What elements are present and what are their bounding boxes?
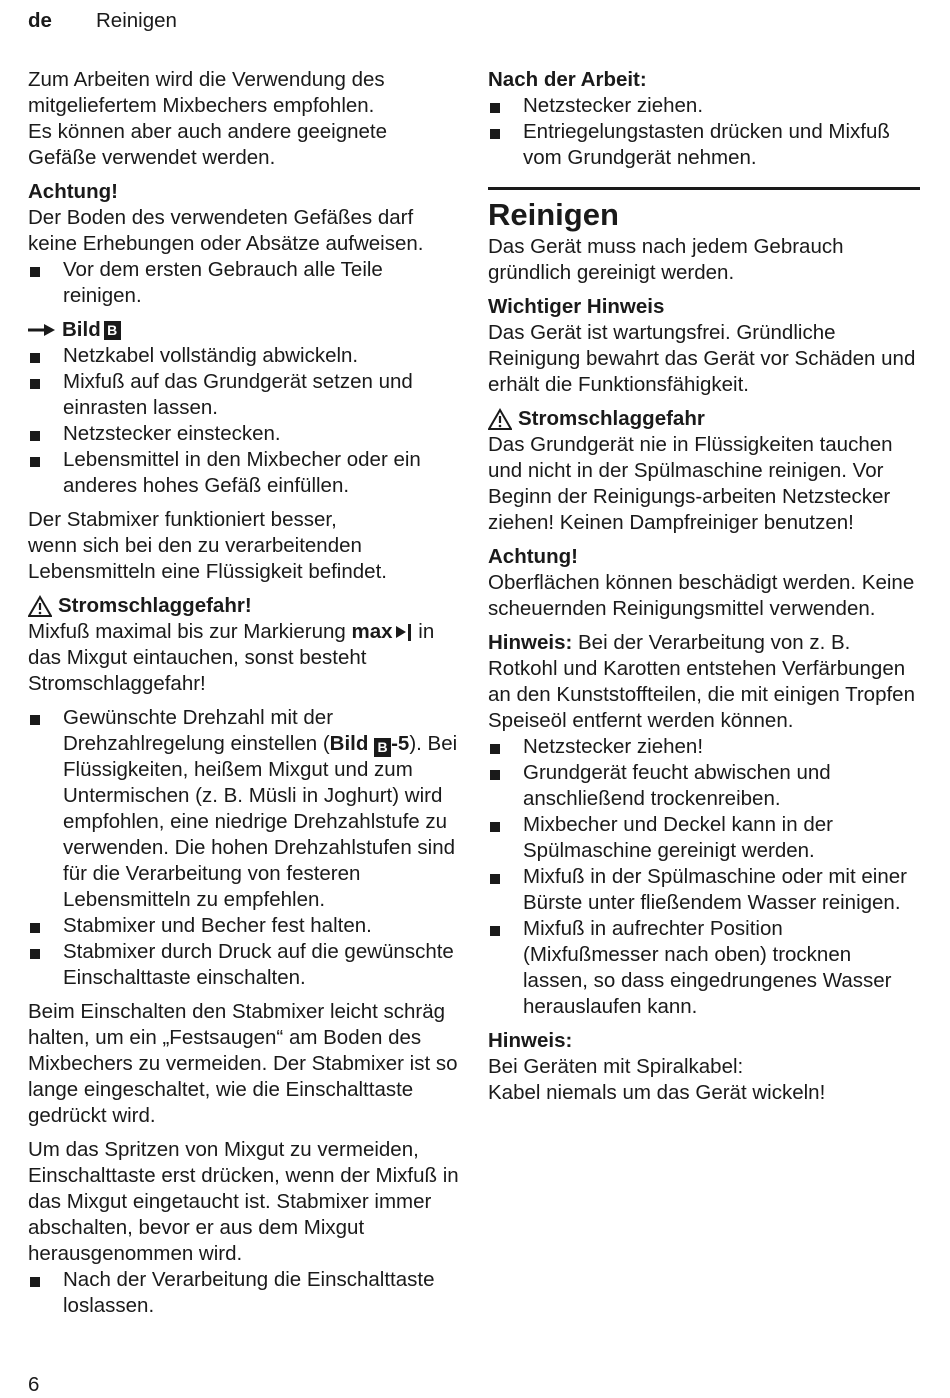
warning-text (28, 619, 466, 697)
figure-letter-badge: B (374, 738, 391, 757)
list-item: Netzstecker ziehen! (488, 734, 920, 760)
list-item: Nach der Verarbeitung die Einschalttaste loslassen. (28, 1267, 466, 1319)
stabmixer-paragraph (28, 507, 466, 585)
list-item: Netzstecker einstecken. (28, 421, 466, 447)
note-paragraph (488, 630, 920, 734)
intro-line: Zum Arbeiten wird die Verwendung des (28, 68, 385, 91)
list-item: Mixfuß in aufrechter Position (Mixfußmesser nach oben) trocknen lassen, so dass eingedrungenes Wasser herauslaufen kann. (488, 916, 920, 1020)
list-item: Stabmixer und Becher fest halten. (28, 913, 466, 939)
max-marking-label: max (351, 620, 393, 643)
header-section-title: Reinigen (96, 9, 177, 32)
bullet-list-first-use (28, 257, 466, 309)
list-item: Mixfuß in der Spülmaschine oder mit einer Bürste unter fließendem Wasser reinigen. (488, 864, 920, 916)
warning-text-part: Mixfuß maximal bis zur Markierung (28, 620, 346, 643)
list-item-text: Gewünschte Drehzahl mit der Drehzahlregelung einstellen ( (63, 706, 334, 755)
figure-reference (28, 317, 466, 343)
left-column (28, 67, 466, 1319)
warning-triangle-icon (28, 595, 52, 617)
note-text: Bei der Verarbeitung von z. B. Rotkohl und Karotten entstehen Verfärbungen an den Kunststoffteilen, die mit einigen Tropfen Speiseöl entfernt werden können. (488, 630, 915, 732)
note-line: Bei Geräten mit Spiralkabel: (488, 1054, 744, 1078)
warning-heading (28, 593, 466, 619)
figure-letter-badge: B (104, 321, 121, 340)
spritzen-paragraph: Um das Spritzen von Mixgut zu vermeiden, Einschalttaste erst drücken, wenn der Mixfuß in das Mixgut eingetaucht ist. Stabmixer immer abschalten, bevor er aus dem Mixgut herausgenommen wird. (28, 1138, 459, 1265)
list-item: Netzkabel vollständig abwickeln. (28, 343, 466, 369)
section-title: Reinigen (488, 196, 619, 232)
list-item (28, 705, 466, 913)
warning-label: Stromschlaggefahr (518, 406, 705, 430)
warning-heading (488, 406, 920, 432)
paragraph-line: Der Stabmixer funktioniert besser, (28, 508, 337, 531)
paragraph-line: wenn sich bei den zu verarbeitenden (28, 534, 362, 557)
intro-paragraph (28, 67, 466, 171)
important-note-text: Das Gerät ist wartungsfrei. Gründliche Reinigung bewahrt das Gerät vor Schäden und erhält die Funktionsfähigkeit. (488, 320, 916, 396)
einschalten-paragraph: Beim Einschalten den Stabmixer leicht schräg halten, um ein „Festsaugen“ am Boden des Mixbechers zu vermeiden. Der Stabmixer ist so lange eingeschaltet, wie die Einschalttaste gedrückt wird. (28, 1000, 458, 1127)
list-item: Mixfuß auf das Grundgerät setzen und einrasten lassen. (28, 369, 466, 421)
max-marking-icon (395, 623, 413, 641)
list-item: Stabmixer durch Druck auf die gewünschte Einschalttaste einschalten. (28, 939, 466, 991)
warning-triangle-icon (488, 408, 512, 430)
list-item-text: ). Bei Flüssigkeiten, heißem Mixgut und zum Untermischen (z. B. Müsli in Joghurt) wird empfohlen, eine niedrige Drehzahlstufe zu verwenden. Die hohen Drehzahlstufen sind für die Verarbeitung von festeren Lebensmitteln zu empfehlen. (63, 732, 458, 911)
intro-line: Es können aber auch andere geeignete (28, 120, 388, 143)
list-item: Netzstecker ziehen. (488, 93, 920, 119)
bullet-list-cleaning (488, 734, 920, 1020)
note-line: Kabel niemals um das Gerät wickeln! (488, 1080, 826, 1104)
list-item: Grundgerät feucht abwischen und anschließend trockenreiben. (488, 760, 920, 812)
achtung-line: keine Erhebungen oder Absätze aufweisen. (28, 232, 424, 255)
arrow-right-icon (28, 323, 56, 337)
achtung-text: Oberflächen können beschädigt werden. Keine scheuernden Reinigungsmittel verwenden. (488, 570, 915, 620)
paragraph-line: Lebensmitteln eine Flüssigkeit befindet. (28, 560, 387, 583)
achtung-heading: Achtung! (28, 180, 118, 203)
list-item: Mixbecher und Deckel kann in der Spülmaschine gereinigt werden. (488, 812, 920, 864)
list-item: Entriegelungstasten drücken und Mixfuß vom Grundgerät nehmen. (488, 119, 920, 171)
figure-label: Bild (62, 318, 101, 341)
intro-line: mitgeliefertem Mixbechers empfohlen. (28, 94, 375, 117)
section-divider (488, 187, 920, 190)
language-code: de (28, 9, 52, 32)
bullet-list-release (28, 1267, 466, 1319)
note-heading: Hinweis: (488, 1028, 573, 1052)
achtung-line: Der Boden des verwendeten Gefäßes darf (28, 206, 414, 229)
warning-label: Stromschlaggefahr! (58, 594, 252, 617)
important-note-heading: Wichtiger Hinweis (488, 294, 665, 318)
note-label: Hinweis: (488, 630, 573, 654)
nach-der-arbeit-heading: Nach der Arbeit: (488, 68, 647, 91)
list-item: Vor dem ersten Gebrauch alle Teile reinigen. (28, 257, 466, 309)
section-intro: Das Gerät muss nach jedem Gebrauch gründlich gereinigt werden. (488, 234, 844, 284)
bullet-list-setup (28, 343, 466, 499)
intro-line: Gefäße verwendet werden. (28, 146, 276, 169)
figure-number: -5 (391, 732, 410, 755)
bullet-list-after-work (488, 93, 920, 171)
bullet-list-operation (28, 705, 466, 991)
warning-text: Das Grundgerät nie in Flüssigkeiten tauchen und nicht in der Spülmaschine reinigen. Vor Beginn der Reinigungs-arbeiten Netzstecker ziehen! Keinen Dampfreiniger benutzen! (488, 432, 893, 534)
figure-label: Bild (329, 732, 369, 755)
page-header (28, 8, 177, 34)
warning-text-part: in das Mixgut eintauchen, sonst besteht Stromschlaggefahr! (28, 620, 435, 695)
right-column (488, 67, 920, 1106)
page-number: 6 (28, 1373, 40, 1396)
list-item: Lebensmittel in den Mixbecher oder ein anderes hohes Gefäß einfüllen. (28, 447, 466, 499)
achtung-heading: Achtung! (488, 544, 578, 568)
